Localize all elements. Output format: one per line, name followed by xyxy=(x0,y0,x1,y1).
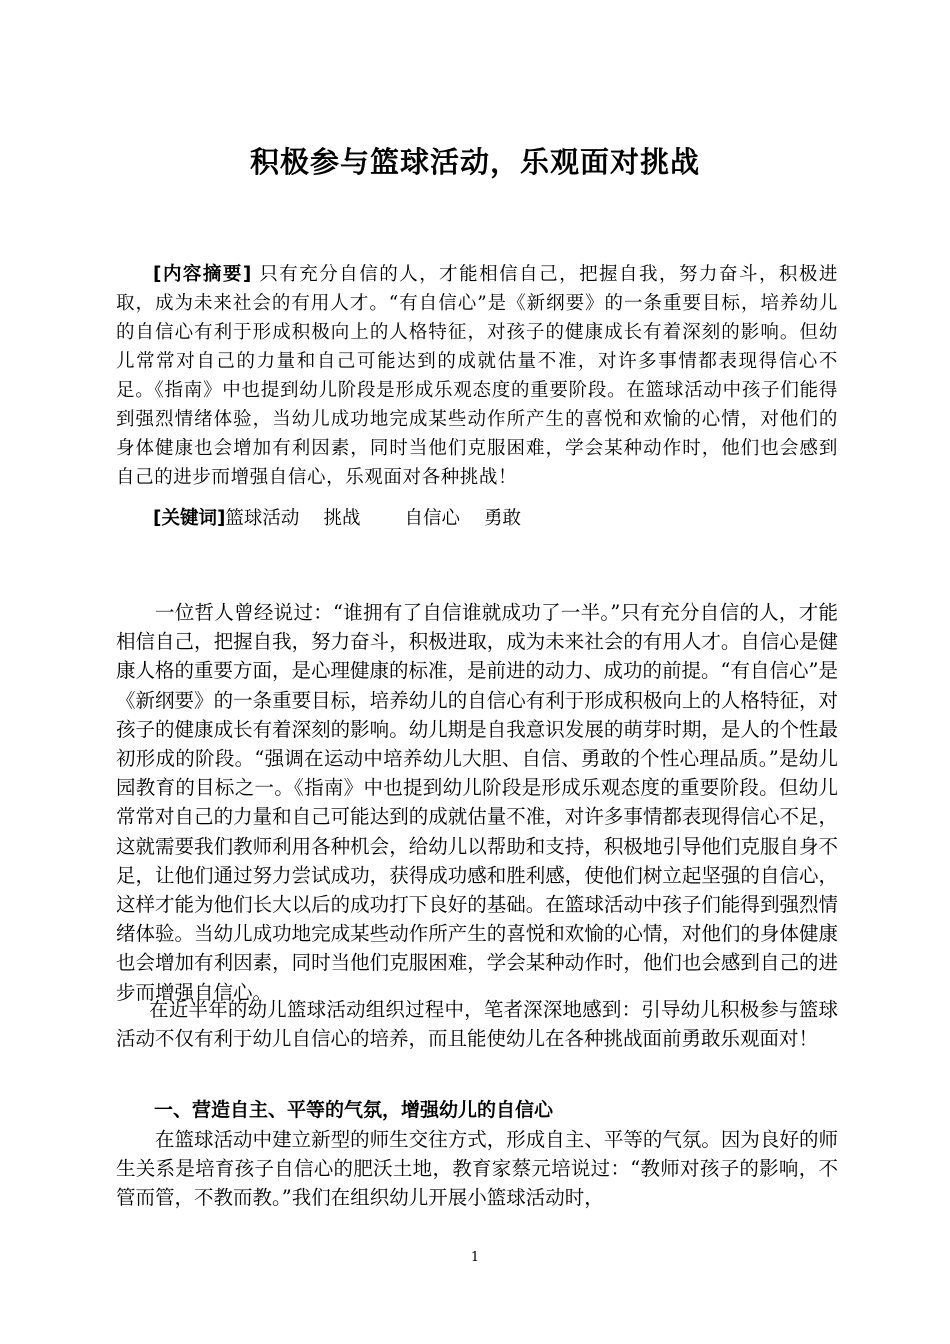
abstract-paragraph xyxy=(116,260,838,492)
keyword: 勇敢 xyxy=(483,508,521,529)
body-paragraph: 在近半年的幼儿篮球活动组织过程中，笔者深深地感到：引导幼儿积极参与篮球活动不仅有利于幼儿自信心的培养，而且能使幼儿在各种挑战面前勇敢乐观面对！ xyxy=(116,998,838,1050)
document-title: 积极参与篮球活动，乐观面对挑战 xyxy=(249,145,700,179)
page-number: 1 xyxy=(470,1250,480,1265)
abstract-label: [内容摘要] xyxy=(153,264,252,285)
section-heading: 一、营造自主、平等的气氛，增强幼儿的自信心 xyxy=(154,1099,554,1121)
keyword: 挑战 xyxy=(323,508,361,529)
body-paragraph: 一位哲人曾经说过：“谁拥有了自信谁就成功了一半。”只有充分自信的人，才能相信自己，把握自我，努力奋斗，积极进取，成为未来社会的有用人才。自信心是健康人格的重要方面，是心理健康的标准，是前进的动力、成功的前提。“有自信心”是《新纲要》的一条重要目标，培养幼儿的自信心有利于形成积极向上的人格特征，对孩子的健康成长有着深刻的影响。幼儿期是自我意识发展的萌芽时期，是人的个性最初形成的阶段。“强调在运动中培养幼儿大胆、自信、勇敢的个性心理品质。”是幼儿园教育的目标之一。《指南》中也提到幼儿阶段是形成乐观态度的重要阶段。但幼儿常常对自己的力量和自己可能达到的成就估量不准，对许多事情都表现得信心不足，这就需要我们教师利用各种机会，给幼儿以帮助和支持，积极地引导他们克服自身不足，让他们通过努力尝试成功，获得成功感和胜利感，使他们树立起坚强的自信心，这样才能为他们长大以后的成功打下良好的基础。在篮球活动中孩子们能得到强烈情绪体验。当幼儿成功地完成某些动作所产生的喜悦和欢愉的心情，对他们的身体健康也会增加有利因素，同时当他们克服困难，学会某种动作时，他们也会感到自己的进步而增强自信心。 xyxy=(116,601,838,1004)
abstract-text: 只有充分自信的人，才能相信自己，把握自我，努力奋斗，积极进取，成为未来社会的有用人才。“有自信心”是《新纲要》的一条重要目标，培养幼儿的自信心有利于形成积极向上的人格特征，对孩子的健康成长有着深刻的影响。但幼儿常常对自己的力量和自己可能达到的成就估量不准，对许多事情都表现得信心不足。《指南》中也提到幼儿阶段是形成乐观态度的重要阶段。在篮球活动中孩子们能得到强烈情绪体验，当幼儿成功地完成某些动作所产生的喜悦和欢愉的心情，对他们的身体健康也会增加有利因素，同时当他们克服困难，学会某种动作时，他们也会感到自己的进步而增强自信心，乐观面对各种挑战！ xyxy=(116,264,838,488)
keywords-label: [关键词] xyxy=(153,508,226,529)
keyword: 自信心 xyxy=(404,508,460,529)
body-paragraph: 在篮球活动中建立新型的师生交往方式，形成自主、平等的气氛。因为良好的师生关系是培育孩子自信心的肥沃土地，教育家蔡元培说过：“教师对孩子的影响，不管而管，不教而教。”我们在组织幼儿开展小篮球活动时， xyxy=(116,1128,838,1209)
keywords-line xyxy=(116,504,838,533)
keyword: 篮球活动 xyxy=(225,508,300,529)
